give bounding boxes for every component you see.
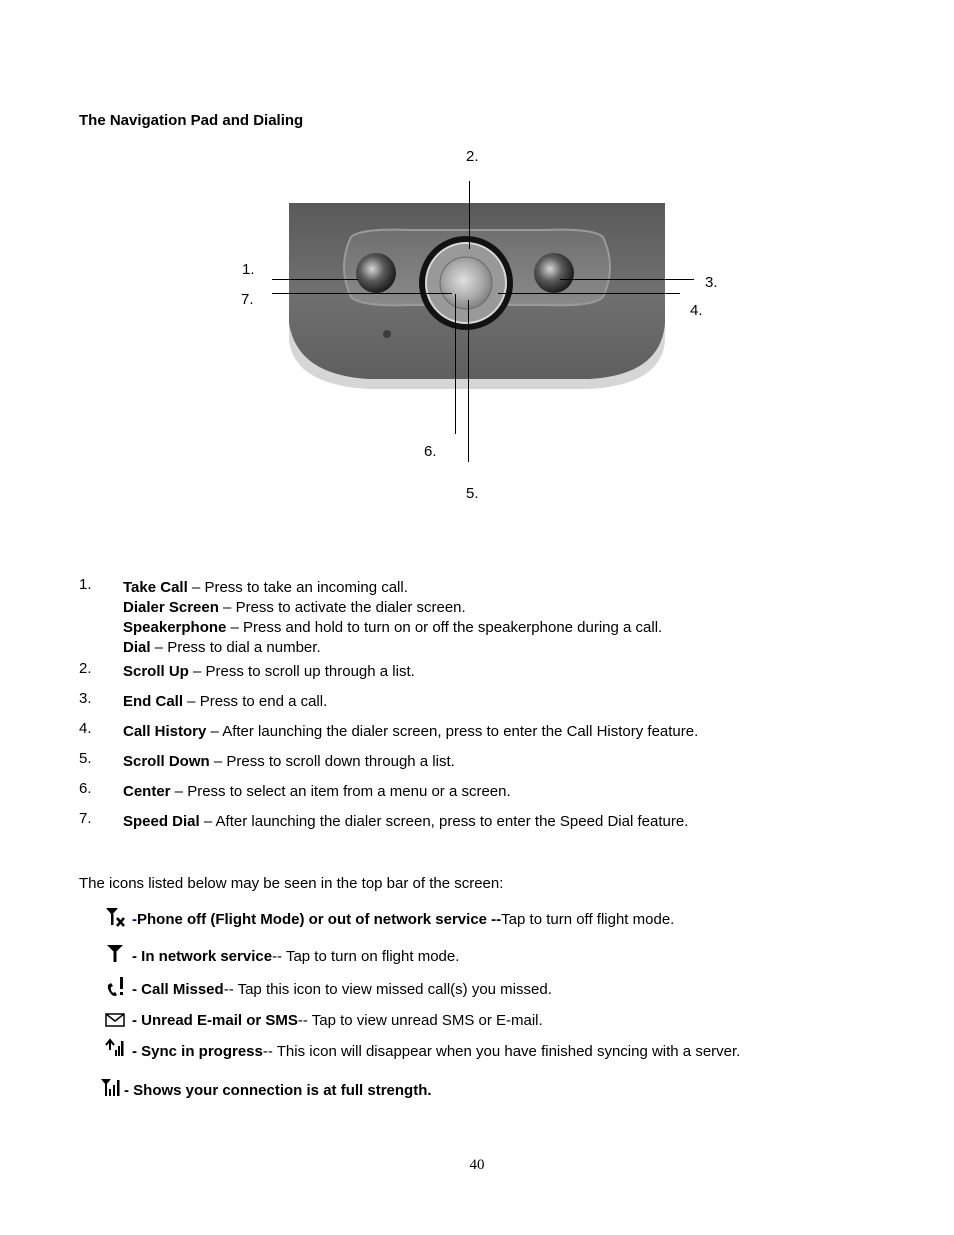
icon-description: -- This icon will disappear when you have finished syncing with a server. [262, 1043, 741, 1060]
icon-label: - Shows your connection is at full strength. [124, 1082, 432, 1099]
list-line [123, 598, 899, 618]
description: – After launching the dialer screen, press to enter the Speed Dial feature. [199, 813, 689, 830]
description: – Press to select an item from a menu or a screen. [170, 783, 511, 800]
icon-row-full-strength [100, 1077, 432, 1099]
callout-label-6: 6. [424, 443, 437, 460]
icon-label: Phone off (Flight Mode) or out of network service -- [137, 911, 502, 928]
icon-description: -- Tap to turn on flight mode. [272, 948, 460, 965]
term: Scroll Up [123, 663, 189, 680]
icon-description: Tap to turn off flight mode. [501, 911, 675, 928]
antenna-off-icon [104, 906, 128, 928]
callout-label-3: 3. [705, 274, 718, 291]
list-item [79, 578, 899, 658]
section-title: The Navigation Pad and Dialing [79, 112, 304, 129]
button-description-list [79, 578, 899, 842]
term: Take Call [123, 579, 188, 596]
icon-description: -- Tap to view unread SMS or E-mail. [297, 1012, 543, 1029]
callout-line-6 [455, 294, 456, 434]
list-line [123, 812, 899, 832]
icon-row-sync [104, 1038, 740, 1060]
description: – Press to dial a number. [150, 639, 321, 656]
icon-label: - Call Missed [132, 981, 224, 998]
callout-label-7: 7. [241, 291, 254, 308]
callout-line-3 [560, 279, 694, 280]
description: – Press to scroll down through a list. [209, 753, 455, 770]
list-number: 7. [79, 810, 92, 827]
list-line [123, 692, 899, 712]
callout-label-4: 4. [690, 302, 703, 319]
list-number: 5. [79, 750, 92, 767]
list-line [123, 782, 899, 802]
signal-full-icon [100, 1077, 124, 1099]
callout-line-5 [468, 300, 469, 462]
term: Speakerphone [123, 619, 227, 636]
callout-label-2: 2. [466, 148, 479, 165]
page-number: 40 [469, 1157, 485, 1173]
list-line [123, 578, 899, 598]
icon-label: - Unread E-mail or SMS [132, 1012, 298, 1029]
icon-row-flight-mode [104, 906, 674, 928]
list-item [79, 782, 899, 802]
icons-intro: The icons listed below may be seen in the top bar of the screen: [79, 875, 504, 892]
list-item [79, 692, 899, 712]
list-item [79, 662, 899, 682]
icon-description: -- Tap this icon to view missed call(s) you missed. [223, 981, 552, 998]
navigation-pad-image [289, 203, 665, 445]
description: – Press to activate the dialer screen. [218, 599, 466, 616]
list-number: 3. [79, 690, 92, 707]
term: Call History [123, 723, 207, 740]
term: Dial [123, 639, 151, 656]
callout-label-1: 1. [242, 261, 255, 278]
navigation-pad-photo [289, 203, 665, 445]
description: – Press and hold to turn on or off the speakerphone during a call. [226, 619, 663, 636]
list-number: 6. [79, 780, 92, 797]
missed-call-icon [104, 976, 128, 998]
icon-row-call-missed [104, 976, 552, 998]
term: Center [123, 783, 171, 800]
description: – Press to end a call. [183, 693, 328, 710]
icon-label: - Sync in progress [132, 1043, 263, 1060]
sync-icon [104, 1038, 128, 1060]
callout-line-1 [272, 279, 358, 280]
list-item [79, 722, 899, 742]
envelope-icon [104, 1007, 128, 1029]
list-number: 4. [79, 720, 92, 737]
term: Dialer Screen [123, 599, 219, 616]
description: – Press to scroll up through a list. [188, 663, 415, 680]
description: – Press to take an incoming call. [187, 579, 408, 596]
list-number: 2. [79, 660, 92, 677]
description: – After launching the dialer screen, press to enter the Call History feature. [206, 723, 699, 740]
callout-line-7 [272, 293, 452, 294]
list-line [123, 618, 899, 638]
term: End Call [123, 693, 184, 710]
term: Scroll Down [123, 753, 210, 770]
list-number: 1. [79, 576, 92, 593]
term: Speed Dial [123, 813, 200, 830]
icon-dash: - [132, 911, 137, 928]
list-item [79, 812, 899, 832]
list-line [123, 662, 899, 682]
list-item [79, 752, 899, 772]
list-line [123, 722, 899, 742]
antenna-icon [104, 943, 128, 965]
list-line [123, 752, 899, 772]
icon-row-unread [104, 1007, 543, 1029]
icon-label: - In network service [132, 948, 273, 965]
callout-line-4 [498, 293, 680, 294]
list-line [123, 638, 899, 658]
icon-row-in-network [104, 943, 459, 965]
callout-label-5: 5. [466, 485, 479, 502]
callout-line-2 [469, 181, 470, 249]
